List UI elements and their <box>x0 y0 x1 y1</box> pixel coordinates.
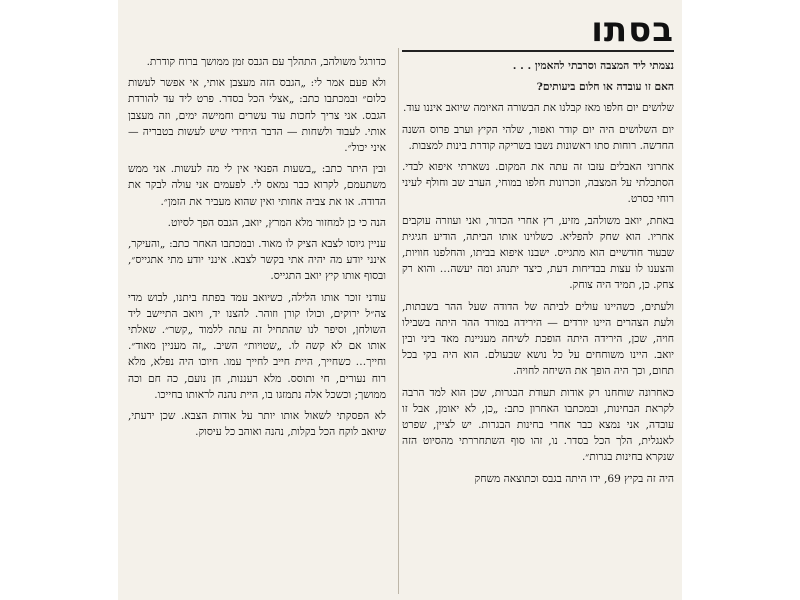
article-title: בסתו <box>591 10 674 50</box>
paragraph: יום השלושים היה יום קודר ואפור, שלהי הקיץ וערב פרוס השנה החדשה. רוחות סתו ראשונות נשבו בשריקה קודרת בינות למצבות. <box>402 123 674 152</box>
paragraph: עודני זוכר אותו הלילה, כשיואב עמד בפתח ביתנו, לבוש מדי צה״ל ירוקים, וכולו קורן וזוהר. להצנו יד, ויואב התיישב ליד השולחן, וסיפר לנו שהתחיל זה עתה ללמוד „קשר״. שאלתי אותו אם לא קשה לו. „שטויות״ השיב. „זה מעניין מאוד״. וחייך… כשחייך, היית חייב לחייך עמו. חיוכו היה נפלא, מלא רוח נעורים, חי ותוסס. מלא רעננות, חן נועם, כה חם וכה ממושך; וכשכל אלה נתמזגו בו, היית נהנה לראותו בחייכו. <box>128 291 386 401</box>
newspaper-page <box>118 0 682 600</box>
paragraph: ולעתים, כשהיינו עולים לביתה של הדודה שעל ההר בשבתות, ולעת הצהרים היינו יורדים — הירידה במורד ההר היתה בשבילו חויה, שכן, הירידה היתה הופכת לשיחה מעניינת מאד ביני ובין יואב. היינו משוחחים על כל נושא שבעולם. הוא היה בקי בכל תחום, וכך היה הופך את השיחה לחויה. <box>402 300 674 378</box>
article-left-column <box>128 0 386 445</box>
paragraph: נצמתי ליד המצבה וסרבתי להאמין . . . <box>512 60 674 72</box>
paragraph: ובין היתר כתב: „בשעות הפנאי אין לי מה לעשות. אני ממש משתעמם, לקרוא כבר נמאס לי. לפעמים אני עולה לבקר את הדודה. או את צביה אחותי ואין שהוא מעביר את הזמן״. <box>128 163 386 208</box>
paragraph: כאחרונה שוחחנו רק אודות תעודת הבגרות, שכן הוא למד הרבה לקראת הבחינות, ובמכתבו האחרון כתב: „כן, לא יאומן, אבל זו עובדה, אני נמצא כבר אחרי בחינות הבגרות. יש לציין, שפרט לאנגלית, הלך הכל בסדר. נו, זהו סוף השתחררתי מהסיוט הזה שנקרא בחינות בגרות״. <box>402 386 674 464</box>
paragraph: הנה כי כן למחזור מלא המרץ, יואב, הגבס הפך לסיוט. <box>167 216 386 229</box>
column-divider <box>398 48 399 594</box>
paragraph: היה זה בקיץ 69, ידו היתה בגבס וכתוצאה משחק <box>474 472 674 485</box>
left-paragraphs <box>128 54 386 440</box>
paragraph: אחרוני האבלים עזבו זה עתה את המקום. נשארתי איפוא לבדי. הסתכלתי על המצבה, וזכרונות חלפו במוחי, הערב שב וחולף לעיני רוחי כסרט. <box>402 161 674 206</box>
article-right-column <box>402 0 674 492</box>
paragraph: עניין גיוסו לצבא הציק לו מאוד. ובמכתבו האחר כתב: „והעיקר, אינני יודע מה יהיה אתי בקשר לצבא. אינני יודע מתי אתגייס״, ובסוף אותו קיץ יואב התגייס. <box>128 238 386 283</box>
paragraph: האם זו עובדה או חלום ביעותים? <box>536 81 674 94</box>
paragraph: שלושים יום חלפו מאז קבלנו את הבשורה האיומה שיואב איננו עוד. <box>403 102 674 115</box>
paragraph: לא הפסקתי לשאול אותו יותר על אודות הצבא. שכן ידעתי, שיואב לוקח הכל בקלות, נהנה ואוהב כל עיסוק. <box>128 410 386 439</box>
paragraph: באחת, יואב משולהב, מזיע, רץ אחרי הכדור, ואני ועוזרה עוקבים אחריו. הוא שחק להפליא. כשלוינו אותו הביתה, הודיע חגיגית שבעוד חודשיים הוא מתגייס. ישבנו איפוא בביתו, והחלפנו חוויות, והצענו לו עצות בבדיחות דעת, כיצד יתנהג ומה יעשה… והוא רק צחק. כן, תמיד היה צוחק. <box>402 214 674 292</box>
paragraph: ולא פעם אמר לי: „הגבס הזה מעצבן אותי, אי אפשר לעשות כלום״ ובמכתבו כתב: „אצלי הכל בסדר. פרט ליד עד להורדת הגבס. אני צריך לחכות עוד עשרים וחמישה ימים, וזה מעצבן אותי. לעבוד ולשחות — הדבר היחידי שיש לעשות בטבריה — איני יכול״. <box>128 77 386 155</box>
right-paragraphs <box>402 58 674 487</box>
headline-row <box>402 8 674 52</box>
paragraph: כדורגל משולהב, התהלך עם הגבס זמן ממושך ברוח קודרת. <box>146 56 386 68</box>
